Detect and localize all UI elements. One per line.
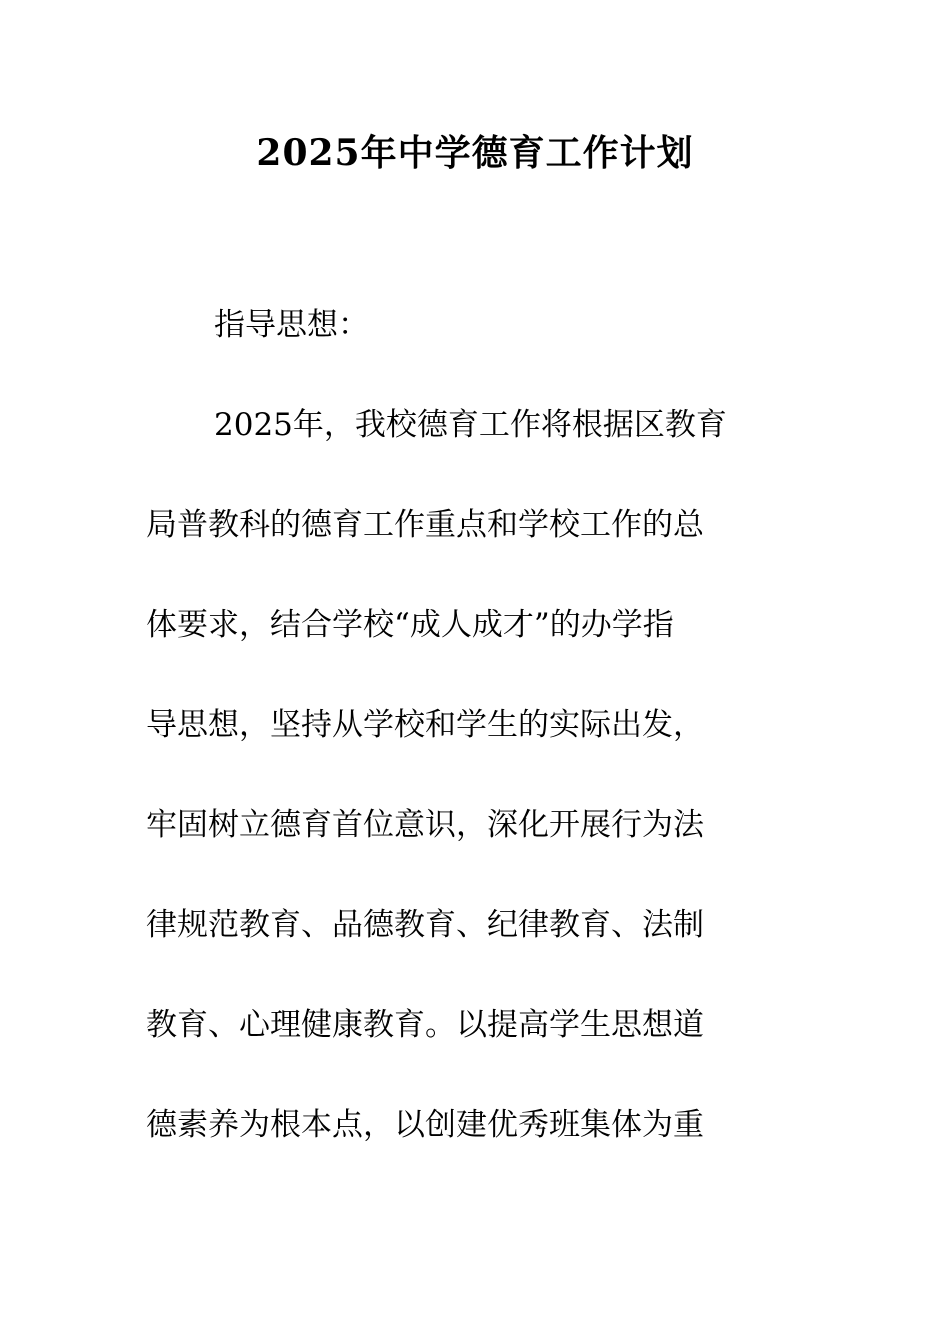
document-title: 2025年中学德育工作计划 [256, 132, 694, 174]
paragraph-line: 教育、心理健康教育。以提高学生思想道 [146, 1007, 704, 1043]
paragraph-line: 德素养为根本点，以创建优秀班集体为重 [146, 1107, 704, 1143]
section-heading: 指导思想： [214, 307, 369, 343]
paragraph-line: 体要求，结合学校“成人成才”的办学指 [146, 607, 674, 643]
paragraph-line: 导思想，坚持从学校和学生的实际出发， [146, 707, 704, 743]
paragraph-line: 局普教科的德育工作重点和学校工作的总 [146, 507, 704, 543]
paragraph-line: 牢固树立德育首位意识，深化开展行为法 [146, 807, 704, 843]
paragraph-line: 律规范教育、品德教育、纪律教育、法制 [146, 907, 704, 943]
paragraph-line: 2025年，我校德育工作将根据区教育 [214, 407, 727, 443]
